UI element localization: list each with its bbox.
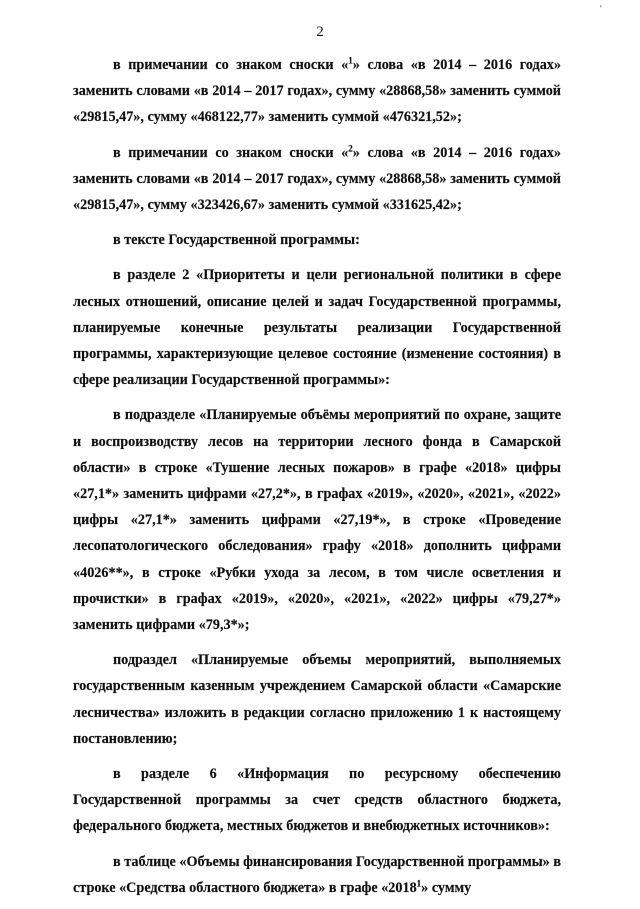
- paragraph-footnote-2: в примечании со знаком сноски «$^2$» слова «в 2014 – 2016 годах» заменить словами «в 2014 – 2017 годах», сумму «28868,58» заменить суммой «29815,47», сумму «323426,67» заменить суммой «331625,42»;: [73, 142, 561, 214]
- paragraph-financing-table: в таблице «Объемы финансирования Государственной программы» в строке «Средства областного бюджета» в графе «2018$^1$» сумму: [73, 853, 561, 896]
- page-number: 2: [316, 24, 324, 40]
- paragraph-program-text: в тексте Государственной программы:: [113, 232, 360, 249]
- paragraph-section-2: в разделе 2 «Приоритеты и цели региональной политики в сфере лесных отношений, описание целей и задач Государственной программы, планируемые конечные результаты реализации Государственной программы, характеризующие целевое состояние (изменение состояния) в сфере реализации Государственной программы»:: [73, 267, 561, 389]
- footnote-marker: 2: [348, 142, 353, 153]
- document-body: [73, 52, 561, 909]
- corner-mark: ʹ: [599, 4, 602, 15]
- footnote-marker: 1: [348, 55, 353, 66]
- paragraph-section-6: в разделе 6 «Информация по ресурсному обеспечению Государственной программы за счет средств областного бюджета, федерального бюджета, местных бюджетов и внебюджетных источников»:: [73, 766, 561, 835]
- footnote-marker: 1: [416, 878, 422, 889]
- paragraph-subsection-forestries: подраздел «Планируемые объемы мероприятий, выполняемых государственным казенным учреждением Самарской области «Самарские лесничества» изложить в редакции согласно приложению 1 к настоящему постановлению;: [73, 652, 561, 747]
- paragraph-footnote-1: в примечании со знаком сноски «$^1$» слова «в 2014 – 2016 годах» заменить словами «в 2014 – 2017 годах», сумму «28868,58» заменить суммой «29815,47», сумму «468122,77» заменить суммой «476321,52»;: [73, 55, 561, 126]
- paragraph-subsection-forest-measures: в подразделе «Планируемые объёмы мероприятий по охране, защите и воспроизводству лесов на территории лесного фонда в Самарской области» в строке «Тушение лесных пожаров» в графе «2018» цифры «27,1*» заменить цифрами «27,2*», в графах «2019», «2020», «2021», «2022» цифры «27,1*» заменить цифрами «27,19*», в строке «Проведение лесопатологического обследования» графу «2018» дополнить цифрами «4026**», в строке «Рубки ухода за лесом, в том числе осветления и прочистки» в графах «2019», «2020», «2021», «2022» цифры «79,27*» заменить цифрами «79,3*»;: [73, 407, 561, 634]
